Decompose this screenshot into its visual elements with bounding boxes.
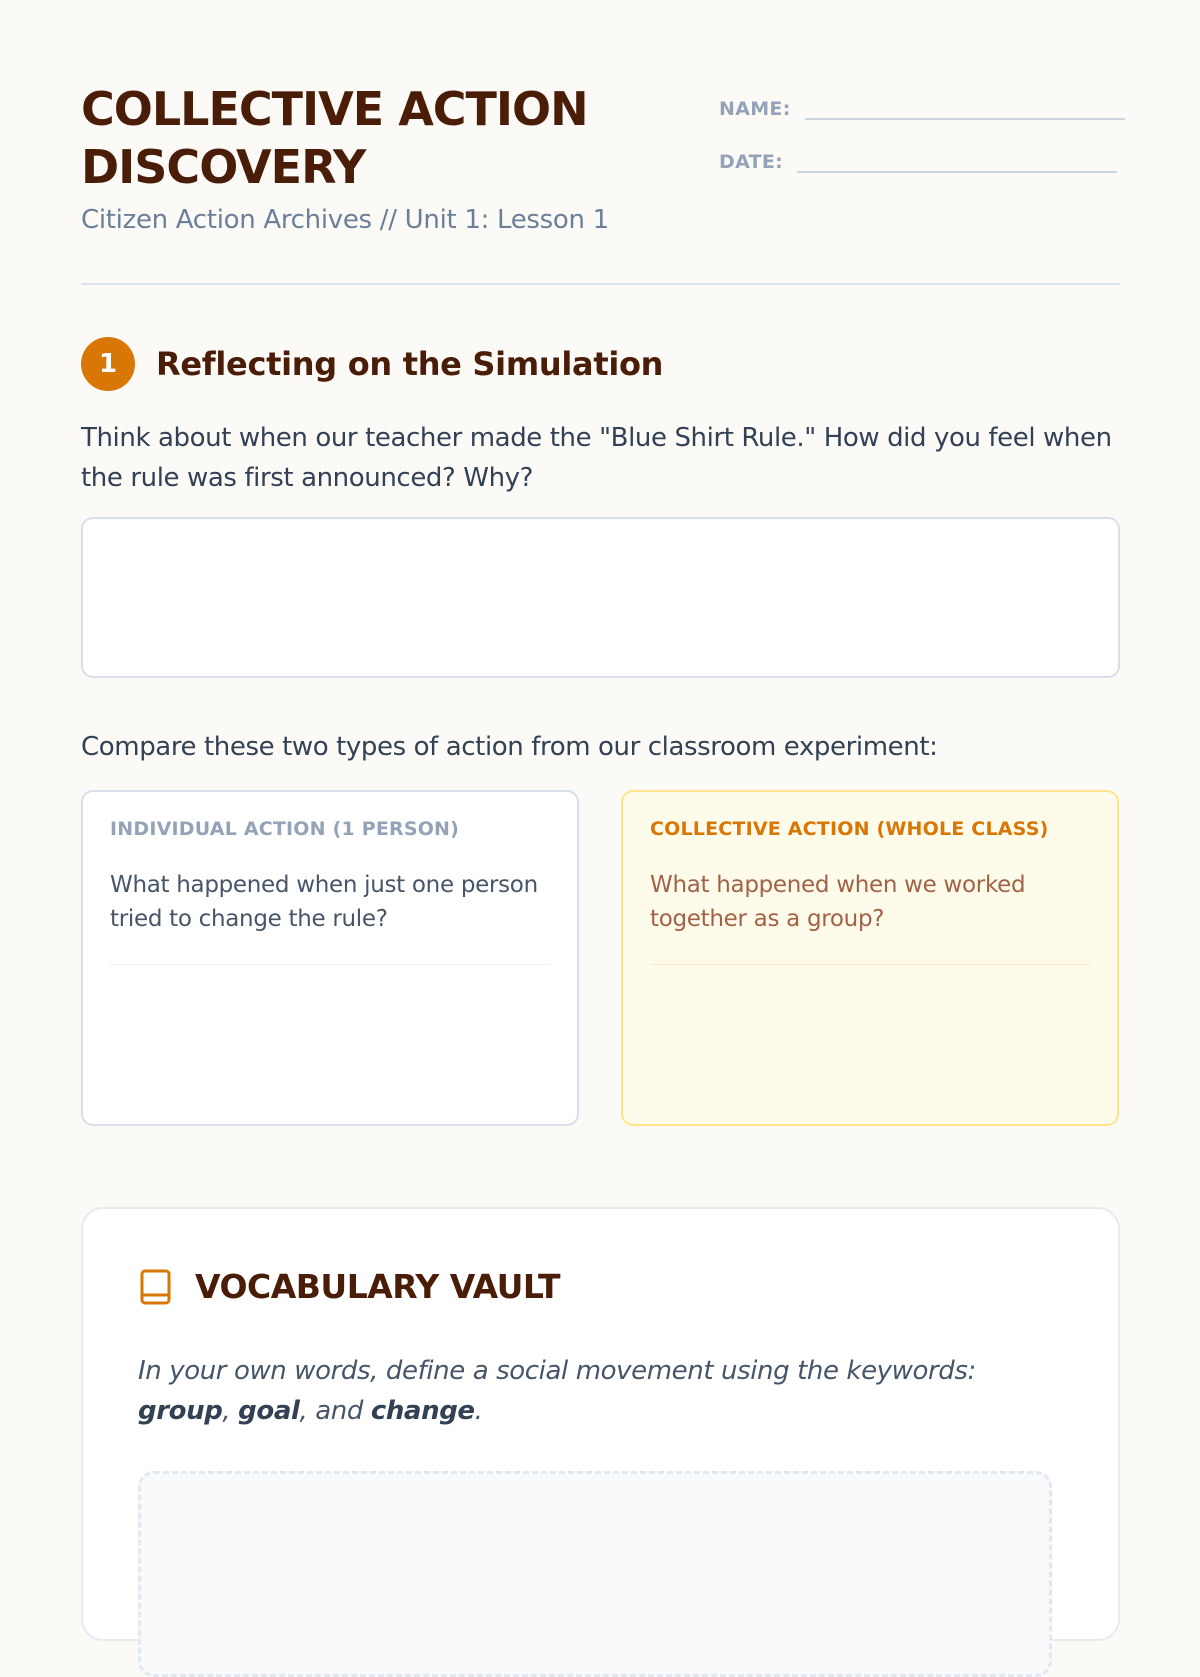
page-title-line-1: COLLECTIVE ACTION [81,82,588,136]
reflection-answer-box[interactable] [81,517,1120,678]
date-field[interactable] [797,139,1117,173]
book-icon [140,1269,171,1305]
individual-action-card[interactable] [81,790,579,1126]
compare-prompt: Compare these two types of action from our classroom experiment: [81,732,938,762]
collective-action-heading: COLLECTIVE ACTION (WHOLE CLASS) [650,818,1049,840]
vocabulary-prompt [138,1351,1068,1431]
date-label: DATE: [719,151,784,173]
page-title [81,80,681,196]
individual-action-question: What happened when just one person tried to change the rule? [110,868,550,965]
vocabulary-vault-heading [140,1267,560,1306]
name-field[interactable] [805,86,1125,120]
keyword-change: change [370,1396,475,1426]
worksheet-header [81,0,1120,285]
name-row [719,86,1125,120]
worksheet-page [81,0,1120,1426]
vocabulary-prompt-end: . [474,1396,483,1426]
step-number-badge: 1 [81,337,135,391]
definition-answer-box[interactable] [138,1471,1052,1677]
collective-action-question: What happened when we worked together as a group? [650,868,1090,965]
collective-action-card[interactable] [621,790,1119,1126]
vocabulary-vault-title: VOCABULARY VAULT [195,1267,560,1306]
date-row [719,139,1117,173]
keyword-separator-2: , and [299,1396,371,1426]
name-label: NAME: [719,98,791,120]
page-subtitle: Citizen Action Archives // Unit 1: Lesson 1 [81,205,609,235]
page-title-line-2: DISCOVERY [81,140,366,194]
keyword-group: group [138,1396,223,1426]
section-1-heading [81,337,663,391]
individual-action-heading: INDIVIDUAL ACTION (1 PERSON) [110,818,460,840]
keyword-separator-1: , [222,1396,239,1426]
reflection-prompt: Think about when our teacher made the "Blue Shirt Rule." How did you feel when the rule was first announced? Why? [81,423,1112,493]
section-title: Reflecting on the Simulation [156,345,664,383]
keyword-goal: goal [238,1396,300,1426]
vocabulary-vault-panel [81,1207,1120,1641]
vocabulary-prompt-intro: In your own words, define a social movement using the keywords: [138,1356,976,1386]
